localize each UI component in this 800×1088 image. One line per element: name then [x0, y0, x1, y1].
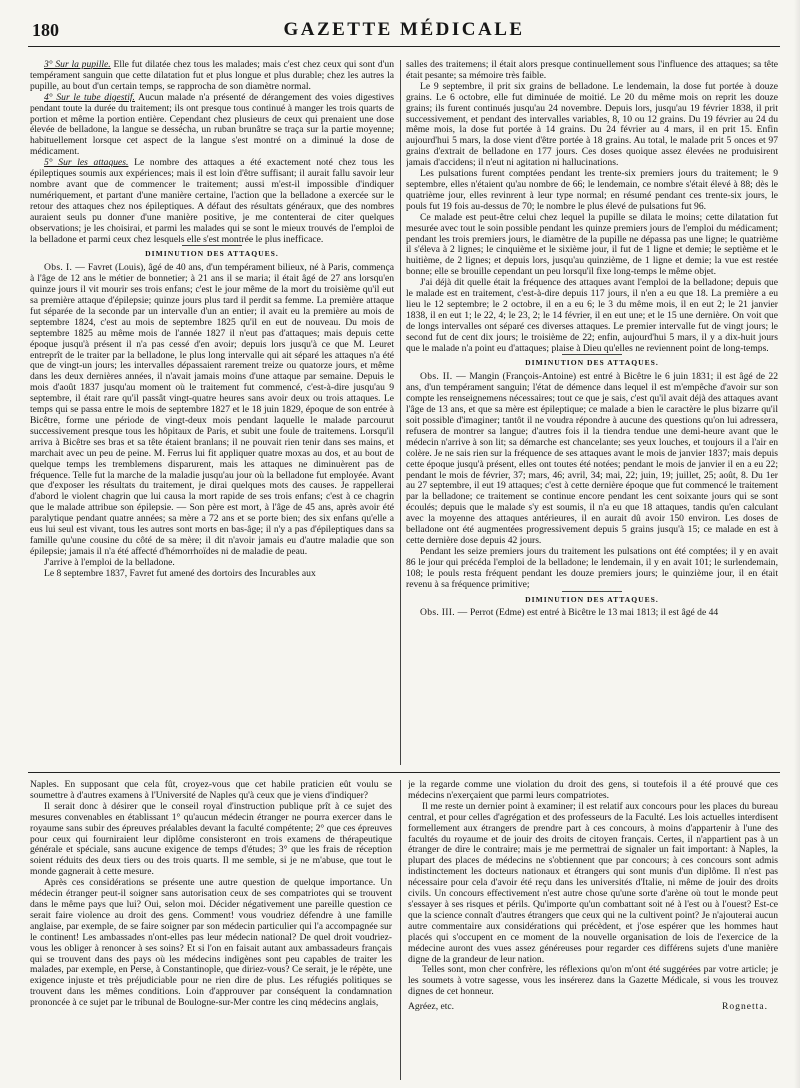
observation-3-label: Obs. III. — [420, 607, 468, 619]
digestive-label: 4° Sur le tube digestif. [44, 91, 135, 103]
lower-left-column [30, 780, 392, 1080]
lower-right-paragraph: je la regarde comme une violation du droit des gens, si toutefois il a été prouvé que ces médecins n'exerçaient que parmi leurs compatriotes. [408, 780, 778, 801]
pupil-paragraph [30, 60, 394, 93]
observation-1-text: Favret (Louis), âgé de 40 ans, d'un tempérament bilieux, né à Paris, commença à l'âge de 12 ans le métier de bonnetier; à 21 ans il se maria; il était âgé de 27 ans lorsqu'en quinze jours il vit mourir ses trois enfans; c'est le jour même de la mort du troisième qu'il eut sa première attaque d'épilepsie; quinze jours plus tard il perdit sa femme. La première attaque fut séparée de la seconde par un intervalle d'un an entier; il avait eu la première au mois de septembre 1824, c'est au mois de septembre 1825 qu'il en eut de nouveau. Du mois de septembre 1825 au même mois de l'année 1827 il n'eut pas d'attaques; mais depuis cette époque jusqu'à présent il n'a pas cessé d'en avoir; depuis lors jusqu'à ce que M. Leuret entreprît de le traiter par la belladone, le plus long intervalle qui ait séparé les attaques n'a été que de vingt-un jours; les intervalles dépassaient rarement treize ou quatorze jours, et même dans les deux dernières années, il n'avait jamais moins d'une attaque par semaine. Depuis le mois d'août 1837 jusqu'au moment où le traitement fut commencé, c'est-à-dire jusqu'au 9 septembre, il était rare qu'il passât vingt-quatre heures sans avoir deux ou trois attaques. Le temps qui se passa entre le mois de septembre 1827 et le 18 juin 1829, époque de son entrée à Bicêtre, forme une période de vingt-deux mois pendant laquelle le malade parcourut successivement presque tous les hôpitaux de Paris, et subit une foule de traitemens. Lorsqu'il arriva à Bicêtre ses bras et sa tête étaient branlans; il ne pouvait rien tenir dans ses mains, et marchait avec un peu de peine. M. Ferrus lui fit appliquer quatre moxas au dos, et au bout de quelque temps les tremblemens disparurent, mais les attaques ne diminuèrent pas de fréquence. Telle fut la marche de la maladie jusqu'au jour où la belladone fut employée. Avant que d'exposer les résultats du traitement, je dirai quelques mots des causes. Je rappellerai d'abord le violent chagrin que lui causa la mort rapide de ses trois enfans; c'est à ce chagrin que le malade attribue son épilepsie. — Son père est mort, à l'âge de 45 ans, après avoir été paralytique pendant quatre années; sa mère a 72 ans et se porte bien; des six enfans qu'elle a eus lui seul est vivant, tous les autres sont morts en bas-âge; il n'y a pas d'épileptiques dans sa famille qu'une cousine du côté de sa mère; il dit n'avoir jamais eu d'autre maladie que son épilepsie; jamais il n'a été affecté d'hémorrhoïdes ni de maladie de peau. [30, 262, 394, 557]
observation-1-arrival: J'arrive à l'emploi de la belladone. [44, 556, 175, 568]
lower-left-paragraph: Naples. En supposant que cela fût, croyez-vous que cet habile praticien eût voulu se soumettre à d'autres examens à l'Université de Naples qu'à ceux que je viens d'indiquer? [30, 780, 392, 801]
lower-right-paragraph: Telles sont, mon cher confrère, les réflexions qu'on m'ont été suggérées par votre article; je les soumets à votre sagesse, vous les insérerez dans la Gazette Médicale, si vous les trouvez dignes de cet honneur. [408, 964, 778, 998]
journal-title: GAZETTE MÉDICALE [283, 19, 525, 40]
closing-text: Agréez, etc. [408, 1001, 455, 1013]
attacks-text: Le nombre des attaques a été exactement noté chez tous les épileptiques soumis aux expériences; mais il est loin d'être suffisant; il aurait fallu savoir leur nombre avant que de commencer le traitement; aussi m'est-il impossible d'indiquer numériquement, et partant d'une manière certaine, l'action que la belladone a exercée sur le retour des attaques chez nos épileptiques. A défaut des résultats généraux, que des nombres auraient seuls pu donner d'une manière positive, je me contenterai de citer quelques observations; je les choisirai, et parmi les malades qui se sont le mieux trouvés de l'emploi de la belladone et parmi ceux chez lesquels elle s'est montrée le plus inefficace. [30, 157, 394, 245]
heading-rule [562, 591, 622, 592]
lower-left-paragraph: Après ces considérations se présente une autre question de quelque importance. Un médecin étranger peut-il soigner sans autorisation ceux de ses compatriotes qui se trouvent dans le même pays que lui? Oui, selon moi. Décider négativement une pareille question ce serait faire violence au droit des gens. Comment! vous voudriez défendre à une famille anglaise, par exemple, de se faire soigner par son médecin particulier qui l'a accompagnée sur le continent! Les ambassades n'ont-elles pas leur médecin national? De quel droit voudriez-vous les obliger à renoncer à ses soins? Et si l'on en faisait autant aux ambassadeurs français qui se trouvent dans des pays où les médecins indigènes sont peu capables de traiter les malades, par exemple, en Perse, à Constantinople, que diriez-vous? Ce serait, je le répète, une exigence injuste et très préjudiciable pour ne rien dire de plus. Les réfugiés politiques se trouvent dans les mêmes conditions. Loin d'approuver par conséquent la condamnation prononcée à ce sujet par le tribunal de Boulogne-sur-Mer contre les cinq médecins anglais, [30, 877, 392, 1009]
page-edge-shadow [794, 0, 800, 1088]
lower-right-column [408, 780, 778, 1080]
left-column [30, 60, 394, 765]
observation-2-label: Obs. II. — [420, 371, 466, 383]
observation-1-label: Obs. I. — [44, 262, 86, 274]
heading-rule [562, 354, 622, 355]
closing-line [408, 1002, 778, 1013]
observation-2-text: Mangin (François-Antoine) est entré à Bicêtre le 6 juin 1831; il est âgé de 22 ans, d'un tempérament sanguin; l'état de démence dans lequel il est m'empêche d'avoir sur son compte les renseignemens nécessaires; tout ce que je sais, c'est qu'il avait déjà des attaques avant l'âge de 13 ans, et que sa mère est épileptique; ce malade a bien le caractère le plus bizarre qu'il soit possible d'imaginer; tantôt il ne voudra répondre à aucune des questions qu'on lui adressera, refusera de montrer sa langue; d'autres fois il la tiendra tendue une demi-heure avant que le médecin n'arrive à son lit; sa démarche est chancelante; ses yeux louches, et toujours il a l'air en colère. Je ne sais rien sur la fréquence de ses attaques avant le mois de janvier 1837; mais depuis cette époque jusqu'à présent, elles ont toutes été notées; pendant le mois de janvier il en a eu 22; pendant le mois de février, 37; mars, 46; avril, 34; mai, 22; juin, 19; juillet, 25; août, 8. Du 1er au 27 septembre, il eut 19 attaques; c'est à cette dernière époque que fut commencé le traitement par la belladone; ce traitement se continue encore pendant les cent soixante jours qui se sont écoulés; depuis que le malade s'y est soumis, il n'a eu que 18 attaques, tandis qu'en calculant avec la moyenne des attaques antérieures, il en aurait dû avoir 150 environ. Les doses de belladone ont été augmentées progressivement depuis 5 grains jusqu'à 15; ce malade en est à cette dernière dose depuis 42 jours. [406, 371, 778, 546]
right-column [406, 60, 778, 765]
digestive-paragraph [30, 93, 394, 158]
column-divider [400, 60, 401, 765]
pulse-paragraph: Les pulsations furent comptées pendant les trente-six premiers jours du traitement; le 9 septembre, elles n'étaient qu'au nombre de 66; le lendemain, ce nombre s'était élevé à 88; dès le quatrième jour, elles revinrent à leur type normal; en résumé pendant ces trente-six jours, le pouls fut 19 fois au-dessus de 70; le nombre le plus élevé de pulsations fut 96. [406, 168, 778, 212]
dosage-paragraph: Le 9 septembre, il prit six grains de belladone. Le lendemain, la dose fut portée à douze grains. Le 6 octobre, elle fut diminuée de moitié. Le 20 du même mois on reprit les douze grains; ils furent continués jusqu'au 24 novembre. Depuis lors, jusqu'au 19 février 1838, il prit successivement, et pendant des intervalles variables, 8, 10 ou 12 grains. Du 19 février au 24 du même mois, la dose fut portée à 14 grains. Du 24 février au 4 mars, il en prit 15. Enfin aujourd'hui 5 mars, la dose vient d'être portée à 18 grains. Au total, le malade prit 5 onces et 97 grains d'extrait de belladone en 177 jours. Ces doses quoique assez élevées ne produisirent jamais d'accidens; il n'eut ni agitation ni hallucinations. [406, 80, 778, 169]
pupil-label: 3° Sur la pupille. [44, 60, 111, 70]
observation-1 [30, 263, 394, 557]
page-number: 180 [32, 20, 59, 40]
section-rule [28, 772, 780, 773]
heading-rule [182, 245, 242, 246]
section-heading: DIMINUTION DES ATTAQUES. [525, 594, 659, 604]
section-heading: DIMINUTION DES ATTAQUES. [525, 358, 659, 368]
observation-2 [406, 372, 778, 547]
lower-right-paragraph: Il me reste un dernier point à examiner; il est relatif aux concours pour les places du bureau central, et pour celles d'agrégation et des professeurs de la Faculté. Les lois actuelles interdisent formellement aux étrangers de prendre part à ces concours, à moins d'appartenir à l'une des facultés du royaume et de jouir des droits de citoyen français. Certes, il n'appartient pas à un étranger de dire le contraire; mais je me permettrai de signaler un fait important: à Naples, la plupart des places de médecins ne s'obtiennent que par concours; à ces concours sont admis indistinctement les docteurs nationaux et étrangers qui sont munis d'un diplôme. Il n'est pas nécessaire pour cela d'avoir été reçu dans les universités d'Italie, ni même de jouir des droits civils. Un concours effectivement n'est autre chose qu'une sorte d'arène où tout le monde peut s'essayer à ses risques et périls. Qu'importe qu'un combattant soit né à l'est ou à l'ouest? Est-ce que la science connaît d'autres étrangers que ceux qui ne la cultivent point? Je n'ajouterai aucun autre commentaire aux considérations qui précèdent, et j'ose espérer que les hommes haut placés qui s'occupent en ce moment de la nouvelle organisation de lois de l'exercice de la médecine auront des vues assez généreuses pour regarder ces différens sujets d'une manière digne de la grandeur de leur nation. [408, 800, 778, 965]
continuation-paragraph: salles des traitemens; il était alors presque continuellement sous l'influence des attaques; sa tête était pesante; sa mémoire très faible. [406, 60, 778, 81]
signature: Rognetta. [721, 1001, 768, 1013]
pupil-text: Elle fut dilatée chez tous les malades; mais c'est chez ceux qui sont d'un tempérament sanguin que cette dilatation fut et plus longue et plus durable; chez les autres la pupille, au bout d'un certain temps, se rapprocha de son diamètre normal. [30, 60, 394, 92]
attacks-label: 5° Sur les attaques. [44, 157, 129, 169]
pupil-dilation-paragraph: Ce malade est peut-être celui chez lequel la pupille se dilata le moins; cette dilatation fut mesurée avec tout le soin possible pendant les quinze premiers jours de l'emploi du médicament; pendant les trois premiers jours, le diamètre de la pupille ne dépassa pas une ligne; le quatrième il s'éleva à 2 lignes; le cinquième et le sixième jour, il fut de 1 ligne et demie; le septième et le huitième, de 2 lignes; et depuis lors, jusqu'au quinzième, de 1 ligne et demie; la vue est restée bonne; elle se brouille cependant un peu lorsqu'il fixe long-temps le même objet. [406, 211, 778, 278]
lower-left-paragraph: Il serait donc à désirer que le conseil royal d'instruction publique prît à ce sujet des mesures convenables en établissant 1° qu'aucun médecin étranger ne pourra exercer dans le royaume sans subir des épreuves préalables devant la faculté compétente; 2° que ces épreuves pour ceux qui fourniraient leur diplôme consisteront en trois examens de thérapeutique générale et spéciale, sans aucune exigence de temps d'études; 3° que les frais de réception soient réduits des deux tiers ou des trois quarts. Il me semble, si je ne m'abuse, que tout le monde gagnerait à cette mesure. [30, 800, 392, 878]
section-heading: DIMINUTION DES ATTAQUES. [145, 249, 279, 259]
digestive-text: Aucun malade n'a présenté de dérangement des voies digestives pendant toute la durée du traitement; ils ont presque tous continué à manger les trois quarts de portion et même la portion entière. Cependant chez plusieurs de ceux qui prenaient une dose élevée de belladone, la langue se dessécha, un ruban brunâtre se traça sur la partie moyenne; habituellement lorsque cet aspect de la langue s'est montré on a diminué la dose de médicament. [30, 91, 394, 158]
attack-frequency-paragraph: J'ai déjà dit quelle était la fréquence des attaques avant l'emploi de la belladone; depuis que le malade est en traitement, c'est-à-dire depuis 117 jours, il n'en a eu que 18. La première a eu lieu le 12 septembre; le 2 octobre, il en a eu 6; le 3 du même mois, il en eut 2; le 21 janvier 1838, il en eut 1; le 22, 4; le 23, 2; le 14 février, il en eut une; et le 15 une dernière. On voit que de longs intervalles ont séparé ces diverses attaques. Le premier intervalle fut de vingt jours; le second fut de cent dix jours; le troisième de 22; enfin, aujourd'hui 5 mars, il y a dix-huit jours que le malade n'a point eu d'attaques; plaise à Dieu qu'elles ne reviennent point de long-temps. [406, 277, 778, 354]
observation-1-last: Le 8 septembre 1837, Favret fut amené des dortoirs des Incurables aux [44, 567, 316, 579]
masthead [28, 18, 780, 47]
observation-3-text: Perrot (Edme) est entré à Bicêtre le 13 mai 1813; il est âgé de 44 [469, 607, 719, 619]
observation-3 [406, 608, 778, 619]
observation-2-pulse: Pendant les seize premiers jours du traitement les pulsations ont été comptées; il y en avait 86 le jour qui précéda l'emploi de la belladone; le lendemain, il y en avait 101; le surlendemain, 108; le pouls resta fréquent pendant les douze premiers jours; le quinzième jour, il en était revenu à sa fréquence primitive; [406, 545, 778, 590]
attacks-paragraph [30, 158, 394, 245]
column-divider [400, 780, 401, 1080]
